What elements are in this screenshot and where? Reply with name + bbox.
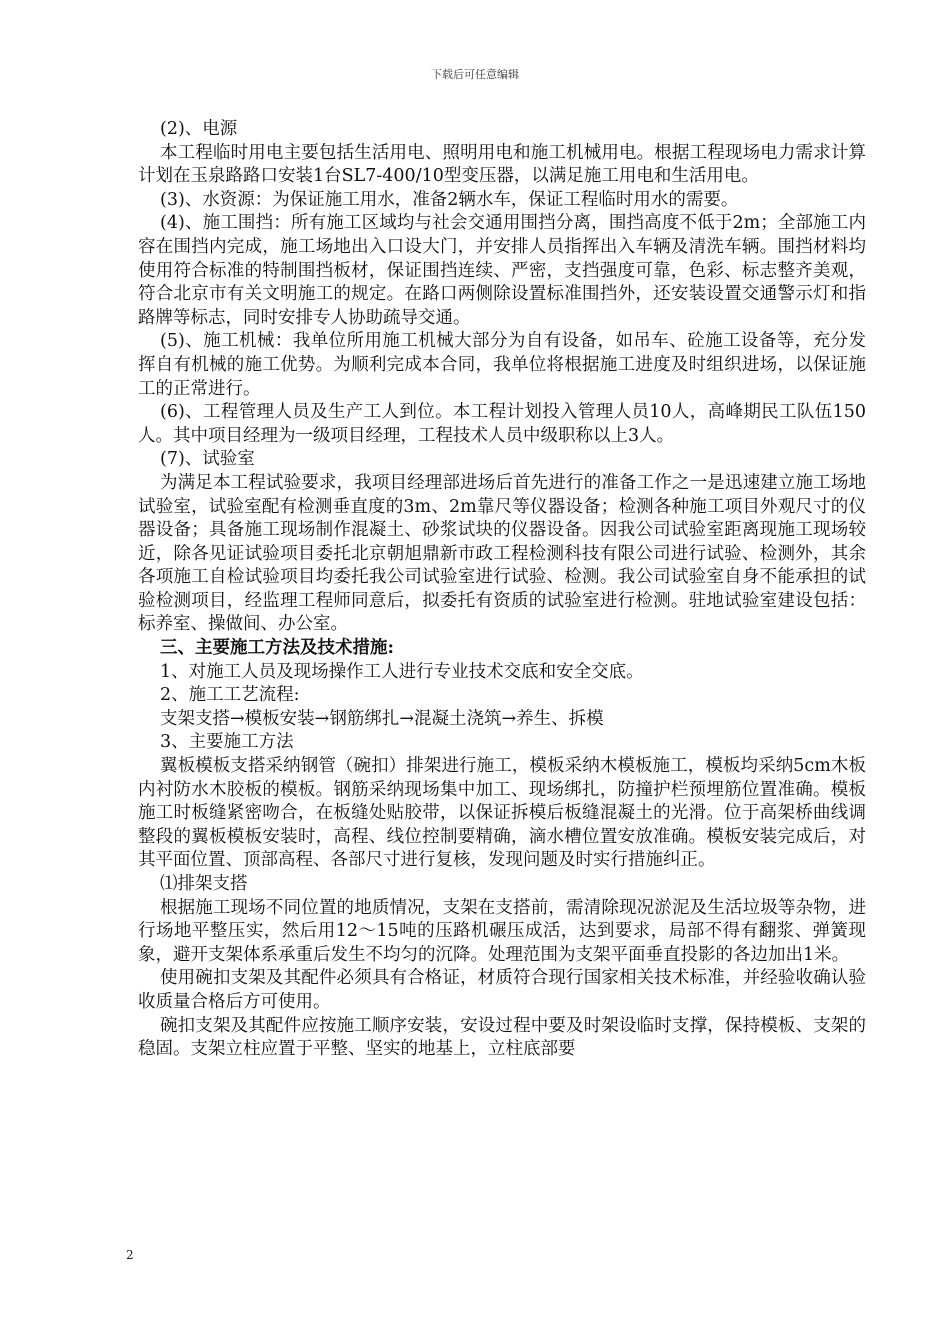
page-number: 2 xyxy=(126,1248,134,1262)
paragraph-lab-heading: (7)、试验室 xyxy=(160,449,255,470)
paragraph-personnel: (6)、工程管理人员及生产工人到位。本工程计划投入管理人员10人，高峰期民工队伍150人。其中项目经理为一级项目经理，工程技术人员中级职称以上3人。 xyxy=(138,402,866,446)
paragraph-scaffold-heading: ⑴排架支搭 xyxy=(160,874,248,894)
paragraph-installation: 碗扣支架及其配件应按施工顺序安装，安设过程中要及时架设临时支撑，保持模板、支架的稳固。支架立柱应置于平整、坚实的地基上，立柱底部要 xyxy=(138,1015,866,1060)
paragraph-water: (3)、水资源：为保证施工用水，准备2辆水车，保证工程临时用水的需要。 xyxy=(160,189,739,210)
paragraph-process-flow: 支架支搭→模板安装→钢筋绑扎→混凝土浇筑→养生、拆模 xyxy=(160,708,604,729)
paragraph-process-heading: 2、施工工艺流程: xyxy=(160,685,300,706)
paragraph-machinery: (5)、施工机械：我单位所用施工机械大部分为自有设备，如吊车、砼施工设备等，充分发挥自有机械的施工优势。为顺利完成本合同，我单位将根据施工进度及时组织进场，以保证施工的正常进行。 xyxy=(138,331,866,399)
paragraph-lab: 为满足本工程试验要求，我项目经理部进场后首先进行的准备工作之一是迅速建立施工场地试验室，试验室配有检测垂直度的3m、2m靠尺等仪器设备；检测各种施工项目外观尺寸的仪器设备；具备施工现场制作混凝土、砂浆试块的仪器设备。因我公司试验室距离现施工现场较近，除各见证试验项目委托北京朝旭鼎新市政工程检测科技有限公司进行试验、检测外，其余各项施工自检试验项目均委托我公司试验室进行试验、检测。我公司试验室自身不能承担的试验检测项目，经监理工程师同意后，拟委托有资质的试验室进行检测。驻地试验室建设包括：标养室、操做间、办公室。 xyxy=(138,472,866,635)
document-body xyxy=(138,118,866,1062)
paragraph-methods-heading: 3、主要施工方法 xyxy=(160,732,294,753)
paragraph-enclosure: (4)、施工围挡：所有施工区域均与社会交通用围挡分离，围挡高度不低于2m；全部施工内容在围挡内完成，施工场地出入口设大门，并安排人员指挥出入车辆及清洗车辆。围挡材料均使用符合标准的特制围挡板材，保证围挡连续、严密，支挡强度可靠，色彩、标志整齐美观，符合北京市有关文明施工的规定。在路口两侧除设置标准围挡外，还安装设置交通警示灯和指路牌等标志，同时安排专人协助疏导交通。 xyxy=(138,213,866,328)
paragraph-formwork: 翼板模板支搭采纳钢管（碗扣）排架进行施工，模板采纳木模板施工，模板均采纳5cm木板内衬防水木胶板的模板。钢筋采纳现场集中加工、现场绑扎，防撞护栏预埋筋位置准确。模板施工时板缝紧密吻合，在板缝处贴胶带，以保证拆模后板缝混凝土的光滑。位于高架桥曲线调整段的翼板模板安装时，高程、线位控制要精确，滴水槽位置安放准确。模板安装完成后，对其平面位置、顶部高程、各部尺寸进行复核，发现问题及时实行措施纠正。 xyxy=(138,756,866,871)
paragraph-power: 本工程临时用电主要包括生活用电、照明用电和施工机械用电。根据工程现场电力需求计算计划在玉泉路路口安装1台SL7-400/10型变压器，以满足施工用电和生活用电。 xyxy=(138,142,866,187)
section-heading-methods: 三、主要施工方法及技术措施: xyxy=(160,638,394,659)
paragraph-briefing: 1、对施工人员及现场操作工人进行专业技术交底和安全交底。 xyxy=(160,661,644,682)
page-header: 下载后可任意编辑 xyxy=(431,68,519,81)
paragraph-power-heading: (2)、电源 xyxy=(160,119,238,139)
paragraph-ground: 根据施工现场不同位置的地质情况，支架在支搭前，需清除现况淤泥及生活垃圾等杂物，进行场地平整压实，然后用12～15吨的压路机碾压成活，达到要求，局部不得有翻浆、弹簧现象，避开支架体系承重后发生不均匀的沉降。处理范围为支架平面垂直投影的各边加出1米。 xyxy=(138,897,866,965)
paragraph-certification: 使用碗扣支架及其配件必须具有合格证，材质符合现行国家相关技术标准，并经验收确认验收质量合格后方可使用。 xyxy=(138,968,866,1012)
